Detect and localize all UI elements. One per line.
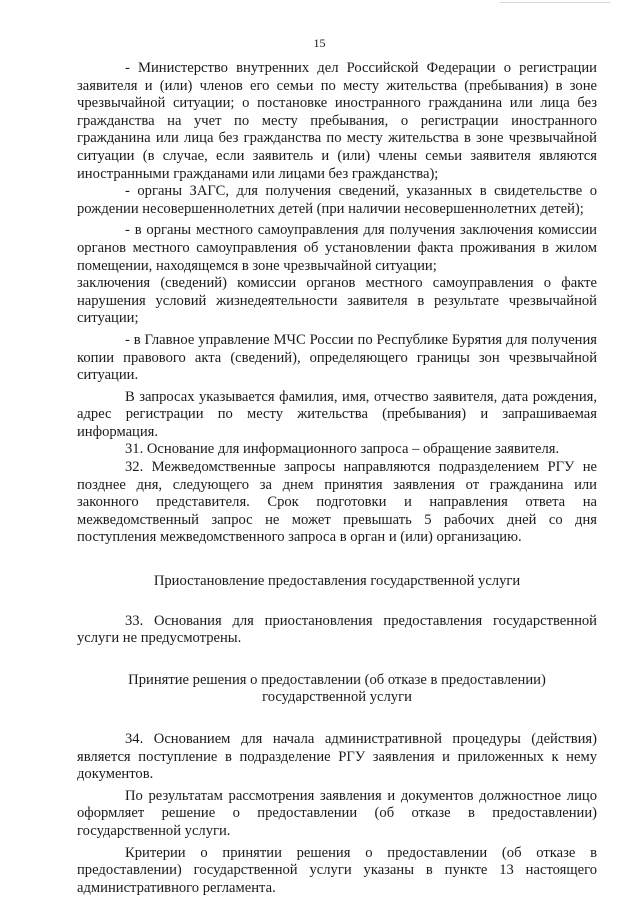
paragraph-review-result: По результатам рассмотрения заявления и документов должностное лицо оформляет решение о предоставлении (об отказе в предоставлении) государственной услуги. xyxy=(77,787,597,839)
paragraph-31: 31. Основание для информационного запроса – обращение заявителя. xyxy=(125,441,560,458)
paragraph-34: 34. Основанием для начала административной процедуры (действия) является поступление в подразделение РГУ заявления и приложенных к нему документов. xyxy=(77,731,597,783)
paragraph-32: 32. Межведомственные запросы направляются подразделением РГУ не позднее дня, следующего за днем принятия заявления от гражданина или законного представителя. Срок подготовки и направления ответа на межведомственный запрос не может превышать 5 рабочих дней со дня поступления межведомственного запроса в орган и (или) организацию. xyxy=(77,459,597,546)
section-heading-decision xyxy=(77,672,597,707)
paragraph-request-fields: В запросах указывается фамилия, имя, отчество заявителя, дата рождения, адрес регистрации по месту жительства (пребывания) и запрашиваемая информация. xyxy=(77,388,597,440)
paragraph-local-government: - в органы местного самоуправления для получения заключения комиссии органов местного самоуправления об установлении факта проживания в жилом помещении, находящемся в зоне чрезвычайной ситуации; xyxy=(77,222,597,274)
paragraph-33: 33. Основания для приостановления предоставления государственной услуги не предусмотрены. xyxy=(77,612,597,647)
paragraph-mchs: - в Главное управление МЧС России по Республике Бурятия для получения копии правового акта (сведений), определяющего границы зон чрезвычайной ситуации. xyxy=(77,331,597,384)
paragraph-criteria: Критерии о принятии решения о предоставлении (об отказе в предоставлении) государственной услуги указаны в пункте 13 настоящего административного регламента. xyxy=(77,844,597,896)
paragraph-commission-conclusion: заключения (сведений) комиссии органов местного самоуправления о факте нарушения условий жизнедеятельности заявителя в результате чрезвычайной ситуации; xyxy=(77,275,597,327)
page-body xyxy=(77,60,597,897)
paragraph-mvd: - Министерство внутренних дел Российской Федерации о регистрации заявителя и (или) членов его семьи по месту жительства (пребывания) в зоне чрезвычайной ситуации; о постановке иностранного гражданина или лица без гражданства на учет по месту пребывания, о регистрации иностранного гражданина или лица без гражданства по месту жительства в зоне чрезвычайной ситуации (в случае, если заявитель и (или) члены семьи заявителя являются иностранными гражданами или лицами без гражданства); xyxy=(77,60,597,182)
page-number: 15 xyxy=(313,36,326,50)
section-heading-decision-line2: государственной услуги xyxy=(262,689,412,706)
scan-edge-mark xyxy=(500,2,610,5)
paragraph-zags: - органы ЗАГС, для получения сведений, указанных в свидетельстве о рождении несовершеннолетних детей (при наличии несовершеннолетних детей); xyxy=(77,183,597,217)
section-heading-suspension: Приостановление предоставления государственной услуги xyxy=(153,573,521,590)
section-heading-decision-line1: Принятие решения о предоставлении (об отказе в предоставлении) xyxy=(128,671,546,688)
